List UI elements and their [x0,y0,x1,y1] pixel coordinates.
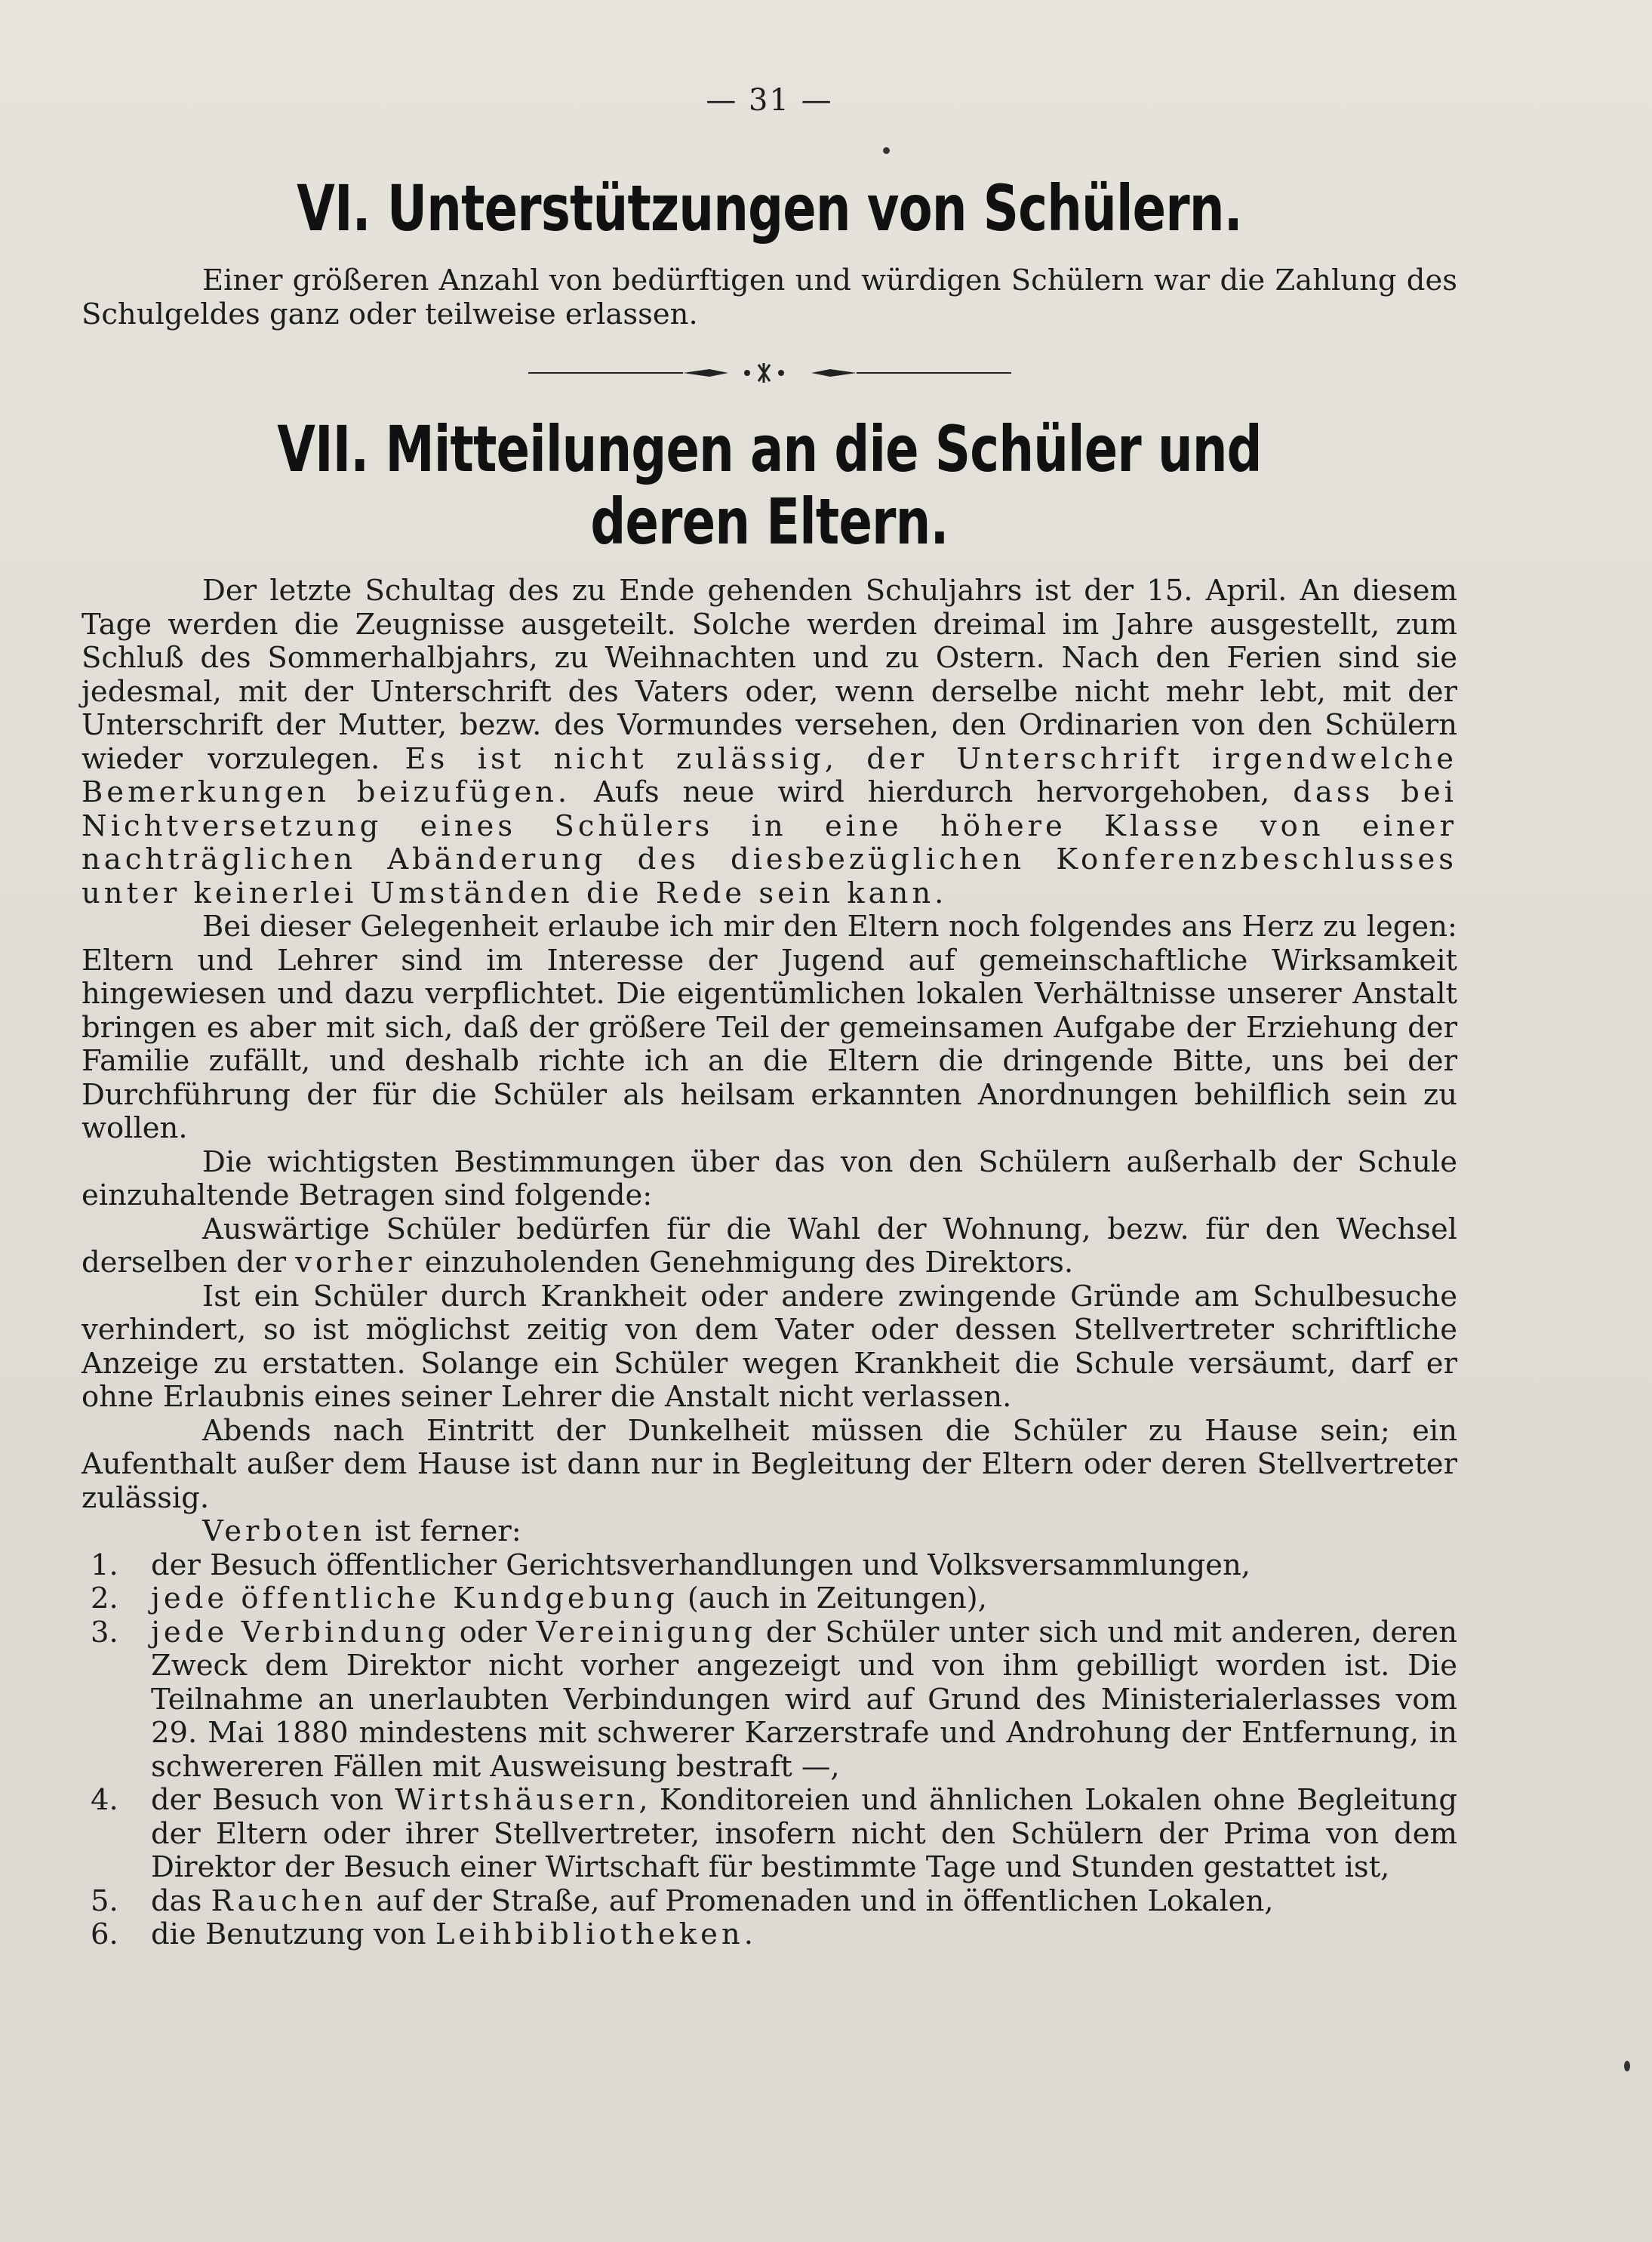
list-item-fragment: der Schüler unter sich und mit anderen, deren Zweck dem Direktor nicht vorher angezeigt und von ihm gebilligt worden ist. Die Teilnahme an unerlaubten Verbindungen wird auf Grund des Ministerialerlasses vom 29. Mai 1880 mindestens mit schwerer Karzerstrafe und Androhung der Entfernung, in schwereren Fällen mit Ausweisung bestraft —, [151,1615,1457,1784]
section-7-title: VII. Mitteilungen an die Schüler und deren Eltern. [277,412,1262,559]
verboten-rest: ist ferner: [374,1514,521,1548]
list-item [82,1582,1457,1616]
page-number: — 31 — [706,83,833,118]
list-item-text [151,1918,1457,1952]
list-item-fragment: auf der Straße, auf Promenaden und in öffentlichen Lokalen, [367,1883,1274,1918]
list-item-fragment: der Besuch von [151,1783,395,1817]
list-item-fragment: oder [450,1615,537,1649]
list-item-text [151,1616,1457,1785]
zeugnisse-text-d: dass bei Nichtversetzung eines Schülers in eine höhere Klasse von einer nachträglichen Abänderung des diesbezüglichen Konferenzbeschlusses unter keinerlei Umständen die Rede sein kann. [82,775,1457,910]
list-item [82,1918,1457,1952]
list-item-number: 3. [91,1615,118,1649]
verboten-word: Verboten [202,1514,366,1548]
section-6-body [82,264,1457,331]
divider-flourish-icon [528,362,1011,384]
prohibitions-list [82,1549,1457,1952]
paragraph-zeugnisse [82,574,1457,910]
wohnung-text-a: Auswärtige Schüler bedürfen für die Wahl der Wohnung, bezw. für den Wechsel derselben der [82,1212,1457,1280]
wohnung-text-b: vorher [295,1246,416,1280]
list-item [82,1885,1457,1919]
paragraph-verboten [82,1515,1457,1549]
list-item-number: 5. [91,1883,118,1918]
list-item-fragment: die Benutzung von [151,1917,435,1951]
paragraph-eltern: Bei dieser Gelegenheit erlaube ich mir den Eltern noch folgendes ans Herz zu legen: Eltern und Lehrer sind im Interesse der Jugend auf gemeinschaftliche Wirksamkeit hingewiesen und dazu verpflichtet. Die eigentümlichen lokalen Verhältnisse unserer Anstalt bringen es aber mit sich, daß der größere Teil der gemeinsamen Aufgabe der Erziehung der Familie zufällt, und deshalb richte ich an die Eltern die dringende Bitte, uns bei der Durchführung der für die Schüler als heilsam erkannten Anordnungen behilflich sein zu wollen. [82,910,1457,1145]
list-item-number: 1. [91,1548,118,1582]
list-item-text [151,1549,1457,1583]
section-6-title: VI. Unterstützungen von Schülern. [297,171,1242,245]
list-item-fragment: (auch in Zeitungen), [678,1581,987,1615]
list-item-text [151,1784,1457,1885]
section-7-body [82,574,1457,1952]
list-item-text [151,1582,1457,1616]
paper-speck [1624,2061,1630,2071]
list-item-fragment: , Konditoreien und ähnlichen Lokalen ohne Begleitung der Eltern oder ihrer Stellvertreter, insofern nicht den Schülern der Prima von dem Direktor der Besuch einer Wirtschaft für bestimmte Tage und Stunden gestattet ist, [151,1783,1457,1884]
list-item-number: 4. [91,1783,118,1817]
section-divider-ornament [82,362,1457,384]
zeugnisse-text-b: Es ist nicht zulässig, der Unterschrift irgendwelche Bemerkungen beizufügen. [82,741,1457,809]
list-item [82,1616,1457,1785]
paper-speck [883,147,890,154]
list-item-emphasis: Wirtshäusern [395,1783,639,1817]
section-6-paragraph: Einer größeren Anzahl von bedürftigen und würdigen Schülern war die Zahlung des Schulgeldes ganz oder teilweise erlassen. [82,263,1457,331]
paragraph-dunkelheit: Abends nach Eintritt der Dunkelheit müssen die Schüler zu Hause sein; ein Aufenthalt außer dem Hause ist dann nur in Begleitung der Eltern oder deren Stellvertreter zulässig. [82,1413,1457,1515]
list-item-text [151,1885,1457,1919]
list-item-emphasis: jede Verbindung [151,1615,450,1649]
zeugnisse-text-a: Der letzte Schultag des zu Ende gehenden Schuljahrs ist der 15. April. An diesem Tage werden die Zeugnisse ausgeteilt. Solche werden dreimal im Jahre ausgestellt, zum Schluß des Sommerhalbjahrs, zu Weihnachten und zu Ostern. Nach den Ferien sind sie jedesmal, mit der Unterschrift des Vaters oder, wenn derselbe nicht mehr lebt, mit der Unterschrift der Mutter, bezw. des Vormundes versehen, den Ordinarien von den Schülern wieder vorzulegen. [82,574,1457,776]
list-item [82,1549,1457,1583]
list-item-fragment: der Besuch öffentlicher Gerichtsverhandlungen und Volksversammlungen, [151,1548,1251,1582]
list-item-emphasis: Leihbibliotheken [435,1917,744,1951]
list-item-fragment: das [151,1883,211,1918]
list-item [82,1784,1457,1885]
list-item-number: 6. [91,1917,118,1951]
paragraph-krankheit: Ist ein Schüler durch Krankheit oder andere zwingende Gründe am Schulbesuche verhindert, so ist möglichst zeitig von dem Vater oder dessen Stellvertreter schriftliche Anzeige zu erstatten. Solange ein Schüler wegen Krankheit die Schule versäumt, darf er ohne Erlaubnis eines seiner Lehrer die Anstalt nicht verlassen. [82,1279,1457,1414]
list-item-emphasis: Vereinigung [536,1615,757,1649]
list-item-number: 2. [91,1581,118,1615]
zeugnisse-text-c: Aufs neue wird hierdurch hervorgehoben, [594,775,1270,809]
list-item-emphasis: Rauchen [211,1883,368,1918]
paragraph-bestimmungen: Die wichtigsten Bestimmungen über das von den Schülern außerhalb der Schule einzuhaltende Betragen sind folgende: [82,1144,1457,1212]
list-item-fragment: . [743,1917,753,1951]
paragraph-wohnung [82,1213,1457,1280]
wohnung-text-c: einzuholenden Genehmigung des Direktors. [424,1246,1074,1280]
list-item-emphasis: jede öffentliche Kundgebung [151,1581,678,1615]
